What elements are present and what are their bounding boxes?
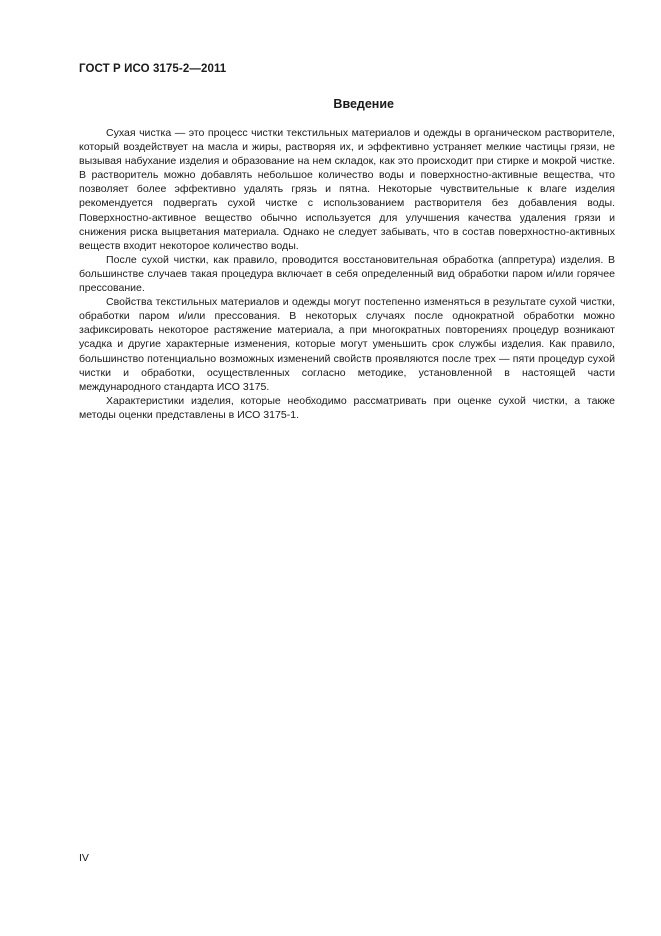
section-title: Введение: [333, 97, 394, 111]
paragraph: Характеристики изделия, которые необходимо рассматривать при оценке сухой чистки, а также методы оценки представлены в ИСО 3175-1.: [79, 394, 615, 421]
body-text: [79, 126, 615, 422]
page-number: IV: [79, 852, 89, 864]
paragraph: После сухой чистки, как правило, проводится восстановительная обработка (аппретура) изделия. В большинстве случаев такая процедура включает в себя определенный вид обработки паром и/или горячее прессование.: [79, 253, 615, 295]
document-header: ГОСТ Р ИСО 3175-2—2011: [79, 63, 227, 75]
paragraph: Сухая чистка — это процесс чистки текстильных материалов и одежды в органическом растворителе, который воздействует на масла и жиры, растворяя их, и эффективно устраняет мелкие частицы грязи, не вызывая набухание изделия и образование на нем складок, как это происходит при стирке и мокрой чистке. В растворитель можно добавлять небольшое количество воды и поверхностно-активные вещества, что позволяет более эффективно удалять грязь и пятна. Некоторые чувствительные к влаге изделия рекомендуется подвергать сухой чистке с использованием растворителя без добавления воды. Поверхностно-активное вещество обычно используется для улучшения качества удаления грязи и снижения риска выцветания материала. Однако не следует забывать, что в состав поверхностно-активных веществ входит некоторое количество воды.: [79, 127, 615, 252]
paragraph: Свойства текстильных материалов и одежды могут постепенно изменяться в результате сухой чистки, обработки паром и/или прессования. В некоторых случаях после однократной обработки можно зафиксировать некоторое растяжение материала, а при многократных повторениях процедур возникают усадка и другие характерные изменения, которые могут уменьшить срок службы изделия. Как правило, большинство потенциально возможных изменений свойств проявляются после трех — пяти процедур сухой чистки и обработки, осуществленных согласно методике, установленной в настоящей части международного стандарта ИСО 3175.: [79, 296, 615, 393]
